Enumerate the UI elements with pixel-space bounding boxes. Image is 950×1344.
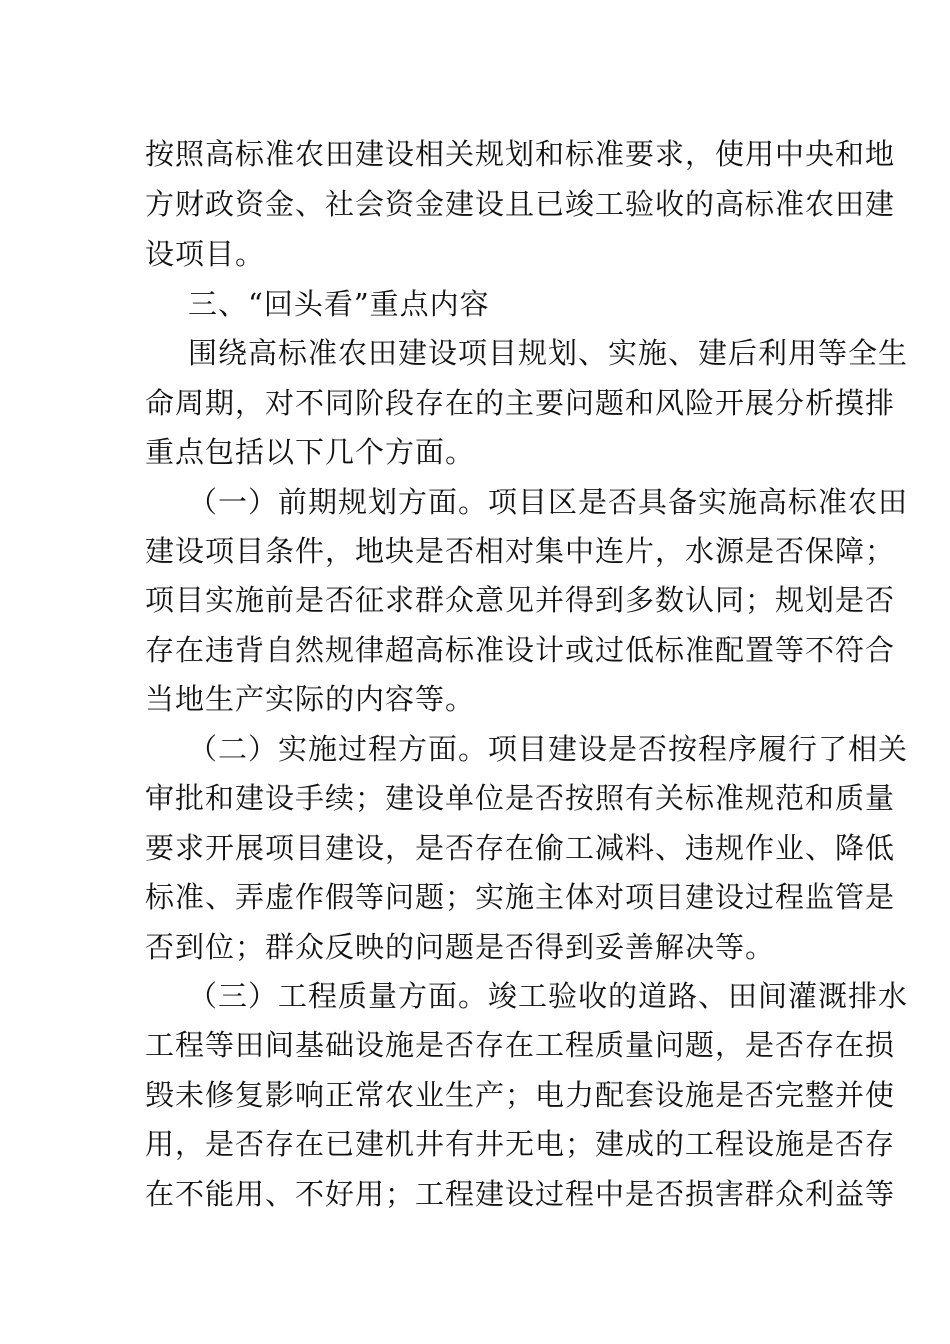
text-line: （一）前期规划方面。项目区是否具备实施高标准农田 xyxy=(188,485,909,519)
text-line: 方财政资金、社会资金建设且已竣工验收的高标准农田建 xyxy=(145,187,896,221)
text-line: 存在违背自然规律超高标准设计或过低标准配置等不符合 xyxy=(145,633,896,667)
text-line: （三）工程质量方面。竣工验收的道路、田间灌溉排水 xyxy=(188,979,909,1013)
text-line: （二）实施过程方面。项目建设是否按程序履行了相关 xyxy=(188,732,909,766)
text-line: 设项目。 xyxy=(145,237,266,271)
text-line: 命周期，对不同阶段存在的主要问题和风险开展分析摸排 xyxy=(145,386,896,420)
text-line: 围绕高标准农田建设项目规划、实施、建后利用等全生 xyxy=(188,336,909,370)
text-line: 毁未修复影响正常农业生产；电力配套设施是否完整并使 xyxy=(145,1078,896,1112)
text-line: 工程等田间基础设施是否存在工程质量问题，是否存在损 xyxy=(145,1028,896,1062)
text-line: 当地生产实际的内容等。 xyxy=(145,682,476,716)
text-line: 用，是否存在已建机井有井无电；建成的工程设施是否存 xyxy=(145,1127,896,1161)
text-line: 要求开展项目建设，是否存在偷工减料、违规作业、降低 xyxy=(145,831,896,865)
text-line: 在不能用、不好用；工程建设过程中是否损害群众利益等 xyxy=(145,1177,896,1211)
section-heading: 三、“回头看”重点内容 xyxy=(188,287,490,321)
text-line: 重点包括以下几个方面。 xyxy=(145,435,476,469)
text-line: 建设项目条件，地块是否相对集中连片，水源是否保障； xyxy=(145,534,896,568)
text-line: 标准、弄虚作假等问题；实施主体对项目建设过程监管是 xyxy=(145,880,896,914)
text-line: 按照高标准农田建设相关规划和标准要求，使用中央和地 xyxy=(145,137,896,171)
text-line: 审批和建设手续；建设单位是否按照有关标准规范和质量 xyxy=(145,781,896,815)
text-line: 否到位；群众反映的问题是否得到妥善解决等。 xyxy=(145,930,776,964)
text-line: 项目实施前是否征求群众意见并得到多数认同；规划是否 xyxy=(145,583,896,617)
